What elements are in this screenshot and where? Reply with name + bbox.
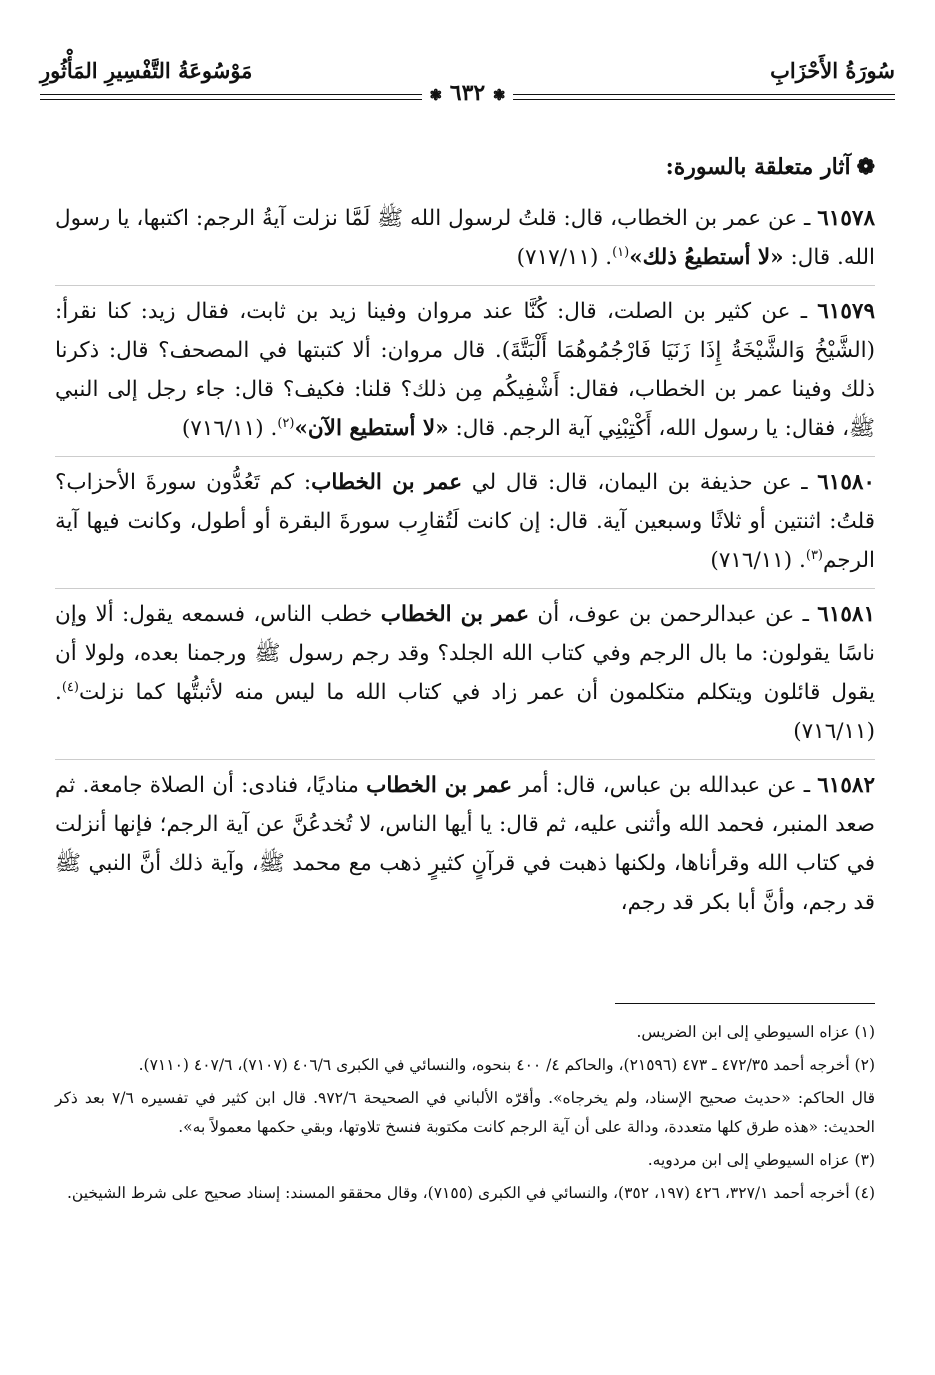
encyclopedia-title: مَوْسُوعَةُ التَّفْسِيرِ المَأْثُورِ (40, 58, 253, 83)
athar-entry (55, 457, 875, 589)
entry-text: ـ عن حذيفة بن اليمان، قال: قال لي (462, 470, 818, 495)
entry-number: ٦١٥٧٨ (817, 206, 875, 231)
footnote-ref[interactable]: (٢) (277, 415, 295, 431)
entry-reference: . (٧١٦/١١) (710, 548, 806, 573)
ornament-icon: ❃ (492, 86, 506, 104)
entry-reference: . (٧١٧/١١) (516, 245, 613, 270)
entry-text: مناديًا، فنادى: أن الصلاة جامعة. ثم صعد المنبر، فحمد الله وأثنى عليه، ثم قال: يا أيها الناس، لا تُخدعُنَّ عن آية الرجم؛ فإنها أنزلت في كتاب الله وقرأناها، ولكنها ذهبت في قرآنٍ كثيرٍ ذهب مع محمد ﷺ، وآية ذلك أنَّ النبي ﷺ قد رجم، وأنَّ أبا بكر قد رجم، (55, 773, 875, 915)
entry-number: ٦١٥٧٩ (817, 299, 875, 324)
page-number-box (422, 80, 514, 106)
entry-number: ٦١٥٨١ (817, 602, 876, 627)
entry-bold: عمر بن الخطاب (366, 773, 513, 798)
footnote-separator (615, 1003, 875, 1004)
athar-entry (55, 193, 875, 286)
main-text (55, 148, 875, 930)
flower-icon: ❁ (856, 154, 875, 180)
entry-text: : كم تَعُدُّون سورةَ الأحزاب؟ قلتُ: اثنتين أو ثلاثًا وسبعين آية. قال: إن كانت لَتُقارِب سورةَ البقرة أو أطول، وكانت فيها آية الرجم (55, 470, 875, 573)
entry-number: ٦١٥٨٠ (817, 470, 875, 495)
footnote: (٢) أخرجه أحمد ٤٧٢/٣٥ ـ ٤٧٣ (٢١٥٩٦)، والحاكم ٤/ ٤٠٠ بنحوه، والنسائي في الكبرى ٤٠٦/٦ (٧١٠٧)، ٤٠٧/٦ (٧١١٠). (138, 1056, 875, 1074)
athar-entry (55, 760, 875, 930)
footnote-ref[interactable]: (٤) (61, 679, 79, 695)
entry-bold: «لا أستطيعُ ذلك» (629, 245, 784, 270)
page-number: ٦٣٢ (449, 80, 486, 106)
entry-text: ـ عن كثير بن الصلت، قال: كُنَّا عند مروان وفينا زيد بن ثابت، فقال زيد: كنا نقرأ: (الشَّيْخُ وَالشَّيْخَةُ إِذَا زَنَيَا فَارْجُمُوهُمَا أَلْبَتَّةَ). قال مروان: ألا كتبتها في المصحف؟ قال: ذكرنا ذلك وفينا عمر بن الخطاب، فقال: أَشْفِيكُم مِن ذلك؟ قلنا: فكيف؟ قال: جاء رجل إلى النبي ﷺ، فقال: يا رسول الله، أَكْتِبْنِي آية الرجم. قال: (55, 299, 875, 441)
section-title: آثار متعلقة بالسورة: (665, 154, 851, 180)
ornament-icon: ❃ (429, 86, 443, 104)
entry-text: ـ عن عمر بن الخطاب، قال: قلتُ لرسول الله ﷺ لَمَّا نزلت آيةُ الرجم: اكتبها، يا رسول الله. قال: (55, 206, 875, 270)
entry-reference: . (٧١٦/١١) (181, 416, 278, 441)
entry-bold: «لا أستطيع الآن» (294, 416, 449, 441)
footnote-ref[interactable]: (٣) (805, 547, 823, 563)
entry-bold: عمر بن الخطاب (380, 602, 530, 627)
footnote: قال الحاكم: «حديث صحيح الإسناد، ولم يخرجاه». وأقرّه الألباني في الصحيحة ٩٧٢/٦. قال ابن كثير في تفسيره ٧/٦ بعد ذكر الحديث: «هذه طرق كلها متعددة، ودالة على أن آية الرجم كانت مكتوبة فنسخ تلاوتها، وبقي حكمها معمولاً به». (55, 1089, 875, 1136)
section-heading (55, 148, 875, 187)
footnote-ref[interactable]: (١) (612, 244, 630, 260)
footnote: (٤) أخرجه أحمد ٣٢٧/١، ٤٢٦ (١٩٧، ٣٥٢)، والنسائي في الكبرى (٧١٥٥)، وقال محققو المسند: إسناد صحيح على شرط الشيخين. (66, 1184, 875, 1202)
entry-reference: . (٧١٦/١١) (55, 680, 875, 744)
entry-text: خطب الناس، فسمعه يقول: ألا وإن ناسًا يقولون: ما بال الرجم وفي كتاب الله الجلد؟ وقد رجم رسول ﷺ ورجمنا بعده، ولولا أن يقول قائلون ويتكلم متكلمون أن عمر زاد في كتاب الله ما ليس منه لأثبتُّها كما نزلت (55, 602, 875, 705)
footnotes (55, 1018, 875, 1212)
surah-title: سُورَةُ الأَحْزَابِ (770, 58, 895, 83)
page-header (40, 58, 895, 118)
athar-entry (55, 286, 875, 457)
footnote: (١) عزاه السيوطي إلى ابن الضريس. (636, 1023, 875, 1041)
entry-text: ـ عن عبدالرحمن بن عوف، أن (529, 602, 818, 627)
entry-number: ٦١٥٨٢ (817, 773, 875, 798)
entry-text: ـ عن عبدالله بن عباس، قال: أمر (512, 773, 818, 798)
athar-entry (55, 589, 875, 760)
entry-bold: عمر بن الخطاب (311, 470, 463, 495)
footnote: (٣) عزاه السيوطي إلى ابن مردويه. (647, 1151, 875, 1169)
